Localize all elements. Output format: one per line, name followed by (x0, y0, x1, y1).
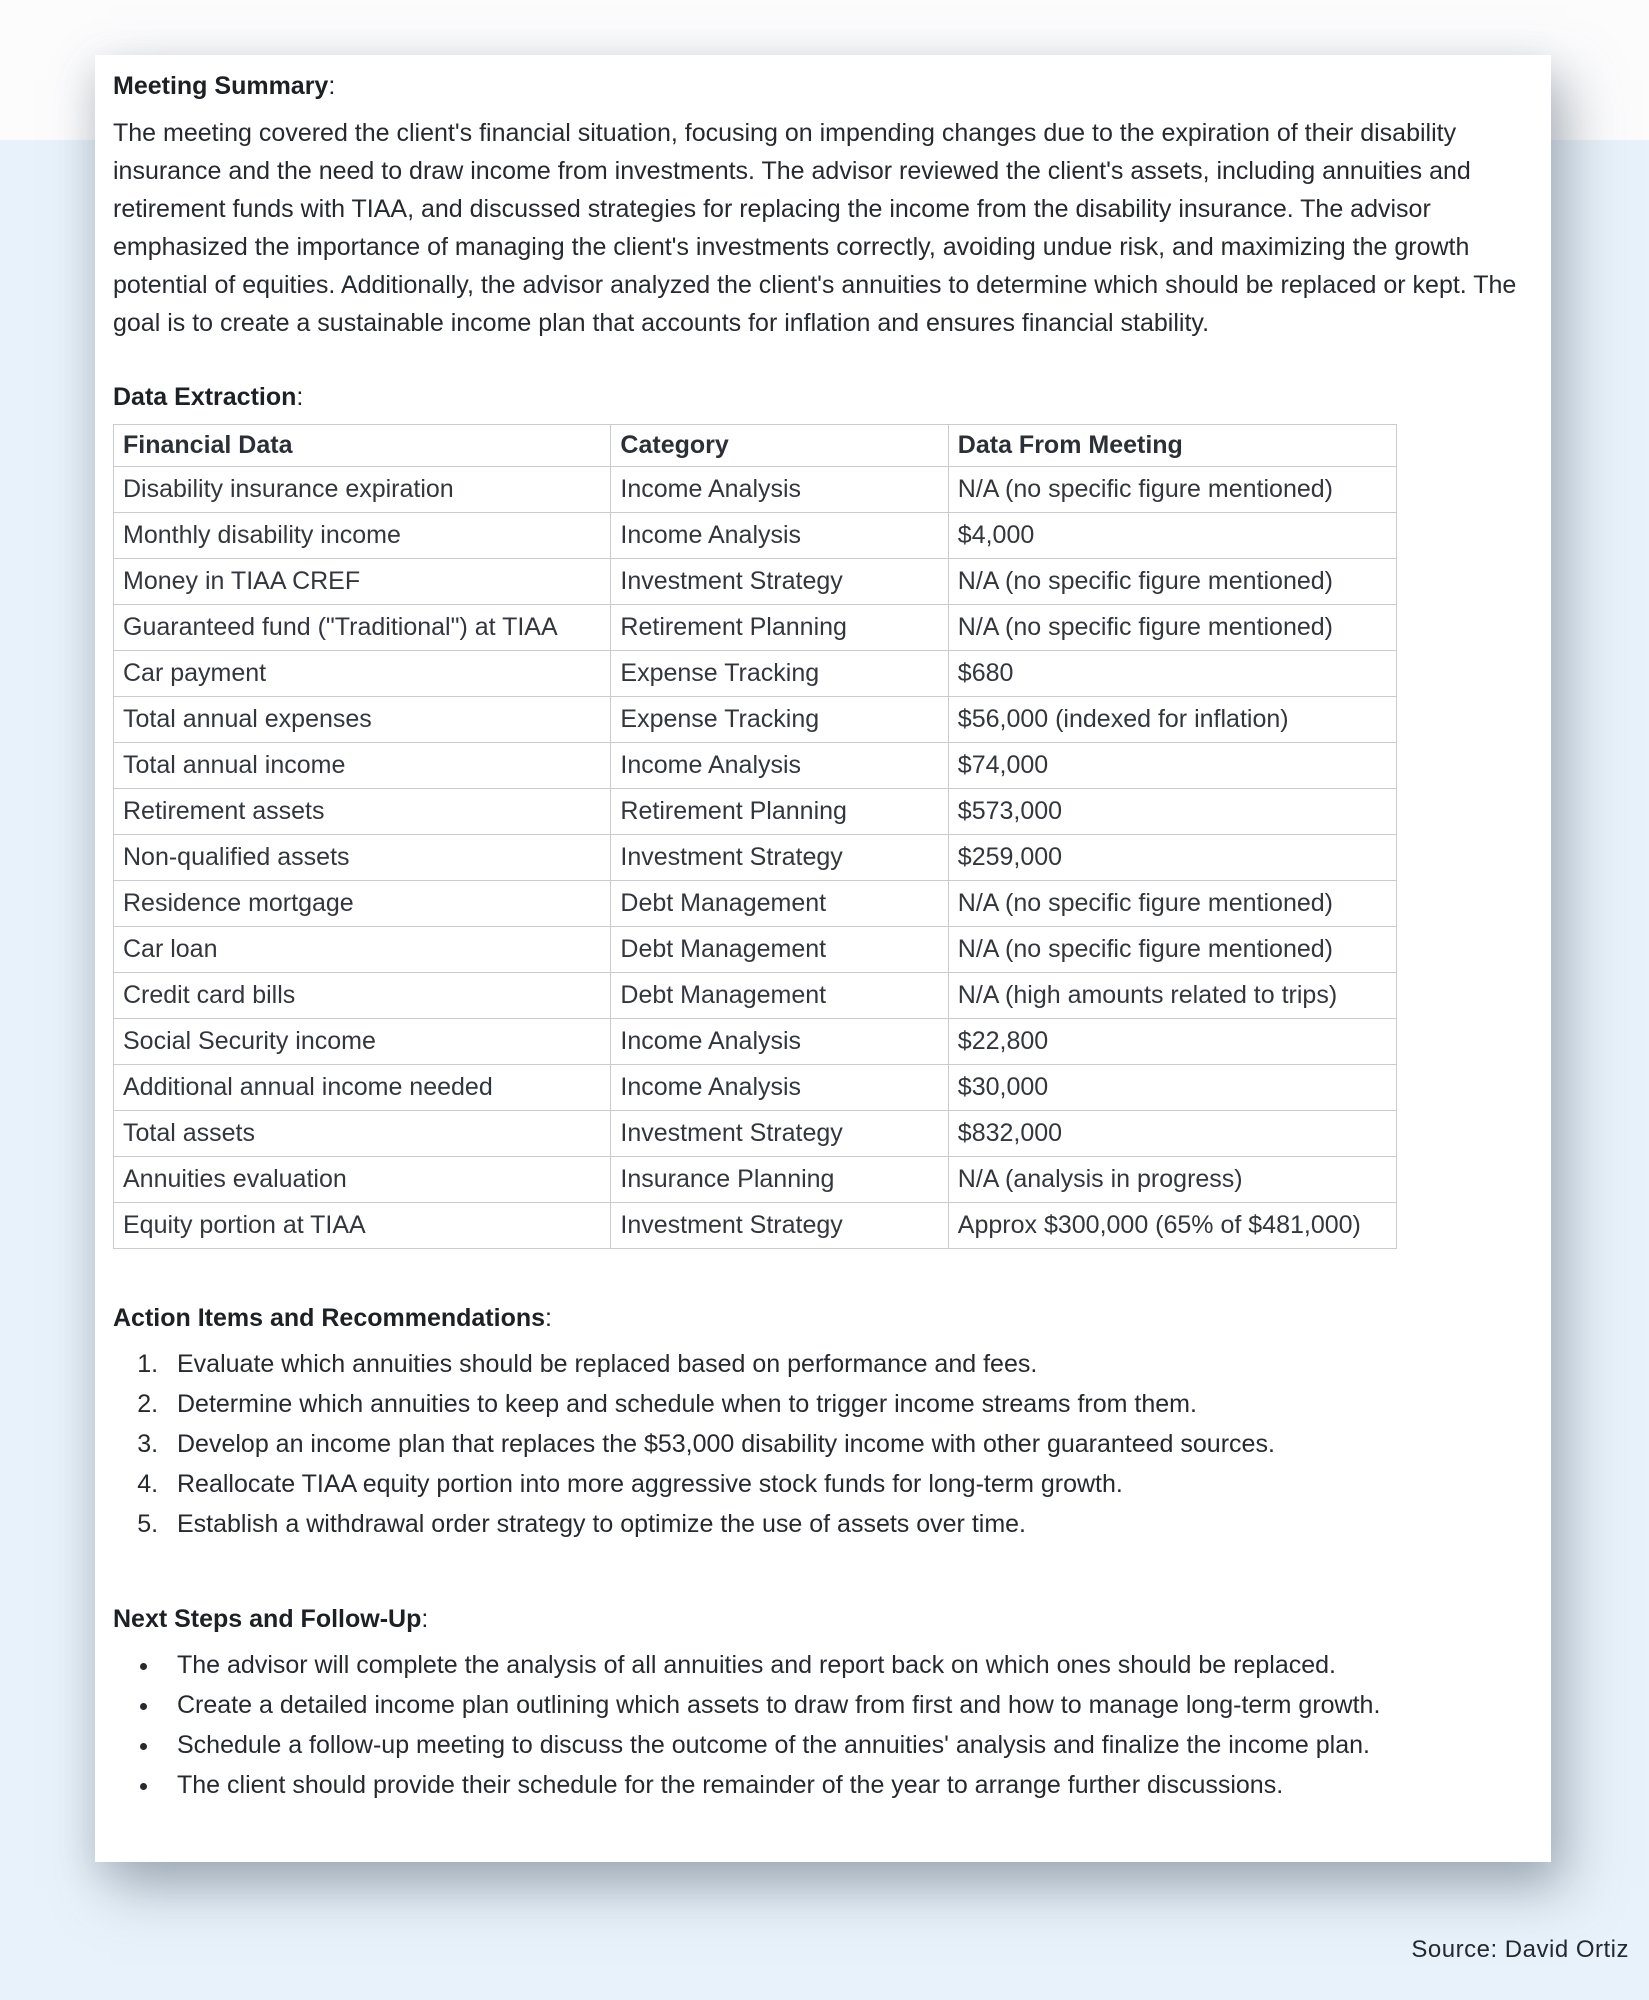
heading-colon: : (545, 1304, 552, 1332)
table-cell: Investment Strategy (611, 1111, 948, 1157)
table-cell: N/A (no specific figure mentioned) (948, 881, 1396, 927)
table-cell: Equity portion at TIAA (114, 1203, 611, 1249)
action-items-heading (113, 1299, 1537, 1338)
table-row (114, 1065, 1397, 1111)
list-item: 4. Reallocate TIAA equity portion into more aggressive stock funds for long-term growth. (165, 1464, 1537, 1504)
table-cell: Car loan (114, 927, 611, 973)
table-cell: Credit card bills (114, 973, 611, 1019)
table-cell: Social Security income (114, 1019, 611, 1065)
table-cell: Retirement assets (114, 789, 611, 835)
table-row (114, 605, 1397, 651)
list-item: • Create a detailed income plan outlining which assets to draw from first and how to manage long-term growth. (161, 1685, 1537, 1725)
document-page (95, 55, 1551, 1862)
table-row (114, 467, 1397, 513)
column-header-data-from-meeting: Data From Meeting (948, 425, 1396, 467)
action-items-heading-text: Action Items and Recommendations (113, 1304, 546, 1332)
column-header-financial-data: Financial Data (114, 425, 611, 467)
table-row (114, 697, 1397, 743)
table-cell: $573,000 (948, 789, 1396, 835)
table-row (114, 1019, 1397, 1065)
table-row (114, 1157, 1397, 1203)
table-cell: Insurance Planning (611, 1157, 948, 1203)
table-cell: Income Analysis (611, 1019, 948, 1065)
table-body (114, 467, 1397, 1249)
table-row (114, 1203, 1397, 1249)
heading-colon: : (328, 72, 336, 100)
table-cell: Guaranteed fund ("Traditional") at TIAA (114, 605, 611, 651)
table-cell: $30,000 (948, 1065, 1396, 1111)
table-cell: Income Analysis (611, 513, 948, 559)
table-row (114, 835, 1397, 881)
table-cell: Total annual expenses (114, 697, 611, 743)
source-caption: Source: David Ortiz (1411, 1936, 1629, 1963)
table-cell: $74,000 (948, 743, 1396, 789)
table-cell: Debt Management (611, 927, 948, 973)
table-cell: $22,800 (948, 1019, 1396, 1065)
financial-data-table (113, 424, 1397, 1249)
table-cell: N/A (no specific figure mentioned) (948, 559, 1396, 605)
table-cell: $259,000 (948, 835, 1396, 881)
table-cell: Debt Management (611, 881, 948, 927)
data-extraction-heading-text: Data Extraction (113, 383, 297, 411)
table-row (114, 1111, 1397, 1157)
table-row (114, 789, 1397, 835)
table-cell: Retirement Planning (611, 789, 948, 835)
table-cell: N/A (no specific figure mentioned) (948, 927, 1396, 973)
list-item: 2. Determine which annuities to keep and schedule when to trigger income streams from them. (165, 1384, 1537, 1424)
list-item: • The advisor will complete the analysis of all annuities and report back on which ones should be replaced. (161, 1645, 1537, 1685)
next-steps-heading (113, 1600, 1537, 1639)
table-cell: Total assets (114, 1111, 611, 1157)
table-cell: Investment Strategy (611, 1203, 948, 1249)
table-cell: $832,000 (948, 1111, 1396, 1157)
table-cell: Investment Strategy (611, 559, 948, 605)
table-row (114, 513, 1397, 559)
table-cell: Retirement Planning (611, 605, 948, 651)
table-cell: N/A (analysis in progress) (948, 1157, 1396, 1203)
list-item: 3. Develop an income plan that replaces the $53,000 disability income with other guaranteed sources. (165, 1424, 1537, 1464)
document-content (95, 55, 1551, 1805)
table-cell: Expense Tracking (611, 651, 948, 697)
meeting-summary-heading-text: Meeting Summary (113, 72, 329, 100)
table-cell: N/A (no specific figure mentioned) (948, 467, 1396, 513)
meeting-summary-body: The meeting covered the client's financial situation, focusing on impending changes due to the expiration of their disability insurance and the need to draw income from investments. The advisor reviewed the client's assets, including annuities and retirement funds with TIAA, and discussed strategies for replacing the income from the disability insurance. The advisor emphasized the importance of managing the client's investments correctly, avoiding undue risk, and maximizing the growth potential of equities. Additionally, the advisor analyzed the client's annuities to determine which should be replaced or kept. The goal is to create a sustainable income plan that accounts for inflation and ensures financial stability. (113, 119, 1517, 337)
table-row (114, 651, 1397, 697)
table-cell: $680 (948, 651, 1396, 697)
table-cell: Money in TIAA CREF (114, 559, 611, 605)
table-cell: Income Analysis (611, 1065, 948, 1111)
table-cell: Investment Strategy (611, 835, 948, 881)
table-cell: Residence mortgage (114, 881, 611, 927)
table-row (114, 559, 1397, 605)
table-cell: Non-qualified assets (114, 835, 611, 881)
action-items-list (113, 1344, 1537, 1544)
list-item: • The client should provide their schedule for the remainder of the year to arrange further discussions. (161, 1765, 1537, 1805)
table-cell: $56,000 (indexed for inflation) (948, 697, 1396, 743)
table-cell: N/A (high amounts related to trips) (948, 973, 1396, 1019)
table-cell: Car payment (114, 651, 611, 697)
list-item: 5. Establish a withdrawal order strategy to optimize the use of assets over time. (165, 1504, 1537, 1544)
table-cell: $4,000 (948, 513, 1396, 559)
table-row (114, 881, 1397, 927)
table-cell: N/A (no specific figure mentioned) (948, 605, 1396, 651)
table-cell: Debt Management (611, 973, 948, 1019)
data-extraction-heading (113, 378, 1537, 417)
next-steps-list (113, 1645, 1537, 1805)
meeting-summary-heading (113, 67, 1537, 106)
table-row (114, 743, 1397, 789)
table-row (114, 973, 1397, 1019)
table-row (114, 927, 1397, 973)
heading-colon: : (421, 1605, 429, 1633)
table-cell: Total annual income (114, 743, 611, 789)
table-cell: Income Analysis (611, 743, 948, 789)
table-cell: Expense Tracking (611, 697, 948, 743)
table-cell: Income Analysis (611, 467, 948, 513)
next-steps-heading-text: Next Steps and Follow-Up (113, 1605, 422, 1633)
table-header (114, 425, 1397, 467)
table-cell: Approx $300,000 (65% of $481,000) (948, 1203, 1396, 1249)
table-header-row (114, 425, 1397, 467)
list-item: 1. Evaluate which annuities should be replaced based on performance and fees. (165, 1344, 1537, 1384)
heading-colon: : (296, 383, 304, 411)
table-cell: Annuities evaluation (114, 1157, 611, 1203)
column-header-category: Category (611, 425, 948, 467)
table-cell: Monthly disability income (114, 513, 611, 559)
table-cell: Additional annual income needed (114, 1065, 611, 1111)
table-cell: Disability insurance expiration (114, 467, 611, 513)
list-item: • Schedule a follow-up meeting to discuss the outcome of the annuities' analysis and finalize the income plan. (161, 1725, 1537, 1765)
